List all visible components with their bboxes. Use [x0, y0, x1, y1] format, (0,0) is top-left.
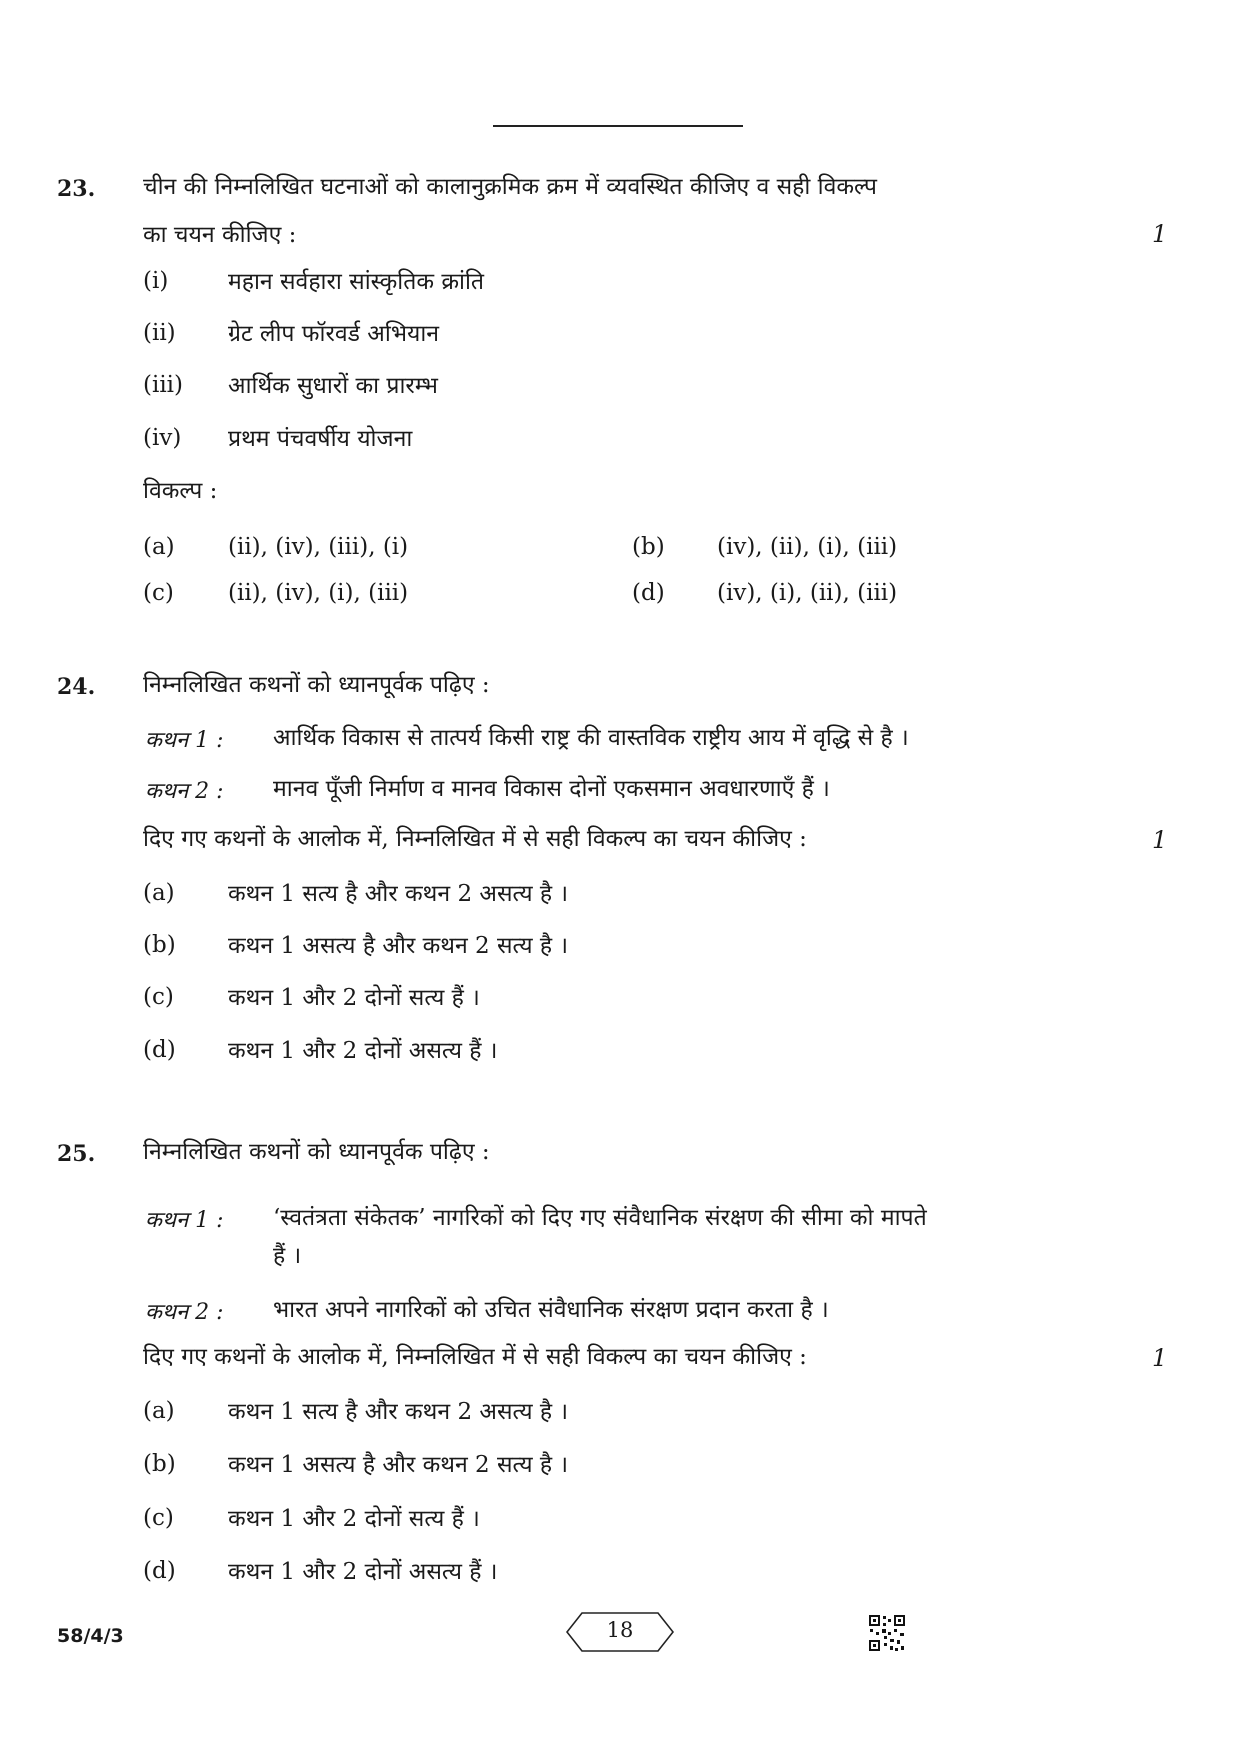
- option-label: (c): [143, 1505, 174, 1531]
- option-label: (b): [143, 932, 176, 958]
- option-text: कथन 1 असत्य है और कथन 2 सत्य है ।: [228, 1452, 569, 1478]
- page-number-badge: [566, 1612, 674, 1652]
- question-number: 23.: [57, 176, 96, 202]
- marks: 1: [1152, 826, 1168, 854]
- option-label: (c): [143, 984, 174, 1010]
- option-text: (ii), (iv), (i), (iii): [228, 580, 409, 606]
- option-text: कथन 1 असत्य है और कथन 2 सत्य है ।: [228, 933, 569, 959]
- option-label: (b): [143, 1451, 176, 1477]
- option-label: (b): [632, 534, 665, 560]
- top-divider: [493, 125, 743, 127]
- question-prompt: दिए गए कथनों के आलोक में, निम्नलिखित में से सही विकल्प का चयन कीजिए :: [143, 826, 807, 852]
- statement-label: कथन 1 :: [145, 728, 224, 753]
- option-text: कथन 1 सत्य है और कथन 2 असत्य है ।: [228, 1399, 569, 1425]
- item-text: आर्थिक सुधारों का प्रारम्भ: [228, 373, 438, 399]
- option-label: (c): [143, 580, 174, 606]
- options-label: विकल्प :: [143, 478, 218, 504]
- statement-text-line-1: ‘स्वतंत्रता संकेतक’ नागरिकों को दिए गए संवैधानिक संरक्षण की सीमा को मापते: [273, 1205, 927, 1231]
- marks: 1: [1152, 220, 1168, 248]
- option-text: कथन 1 सत्य है और कथन 2 असत्य है ।: [228, 881, 569, 907]
- statement-label: कथन 2 :: [145, 779, 224, 804]
- option-label: (a): [143, 534, 175, 560]
- option-text: (iv), (ii), (i), (iii): [717, 534, 898, 560]
- option-label: (a): [143, 880, 175, 906]
- option-text: कथन 1 और 2 दोनों असत्य हैं ।: [228, 1559, 498, 1585]
- option-label: (d): [143, 1037, 176, 1063]
- option-text: कथन 1 और 2 दोनों असत्य हैं ।: [228, 1038, 498, 1064]
- option-text: कथन 1 और 2 दोनों सत्य हैं ।: [228, 985, 480, 1011]
- item-label: (iv): [143, 425, 182, 451]
- option-label: (d): [632, 580, 665, 606]
- paper-code: 58/4/3: [57, 1625, 124, 1647]
- question-number: 25.: [57, 1141, 96, 1167]
- statement-label: कथन 2 :: [145, 1300, 224, 1325]
- option-text: कथन 1 और 2 दोनों सत्य हैं ।: [228, 1506, 480, 1532]
- statement-text: आर्थिक विकास से तात्पर्य किसी राष्ट्र की वास्तविक राष्ट्रीय आय में वृद्धि से है ।: [273, 725, 909, 751]
- question-text-line-1: चीन की निम्नलिखित घटनाओं को कालानुक्रमिक क्रम में व्यवस्थित कीजिए व सही विकल्प: [143, 174, 877, 200]
- option-text: (ii), (iv), (iii), (i): [228, 534, 409, 560]
- item-text: ग्रेट लीप फॉरवर्ड अभियान: [228, 321, 440, 347]
- item-label: (i): [143, 268, 169, 294]
- option-label: (a): [143, 1398, 175, 1424]
- statement-text: मानव पूँजी निर्माण व मानव विकास दोनों एकसमान अवधारणाएँ हैं ।: [273, 776, 830, 802]
- marks: 1: [1152, 1344, 1168, 1372]
- item-text: प्रथम पंचवर्षीय योजना: [228, 426, 413, 452]
- page-number: 18: [606, 1618, 634, 1642]
- question-prompt: दिए गए कथनों के आलोक में, निम्नलिखित में से सही विकल्प का चयन कीजिए :: [143, 1344, 807, 1370]
- question-intro: निम्नलिखित कथनों को ध्यानपूर्वक पढ़िए :: [143, 1139, 490, 1165]
- question-intro: निम्नलिखित कथनों को ध्यानपूर्वक पढ़िए :: [143, 672, 490, 698]
- option-label: (d): [143, 1558, 176, 1584]
- statement-text: भारत अपने नागरिकों को उचित संवैधानिक संरक्षण प्रदान करता है ।: [273, 1297, 829, 1323]
- question-number: 24.: [57, 674, 96, 700]
- item-text: महान सर्वहारा सांस्कृतिक क्रांति: [228, 269, 485, 295]
- option-text: (iv), (i), (ii), (iii): [717, 580, 898, 606]
- question-text-line-2: का चयन कीजिए :: [143, 222, 297, 248]
- item-label: (iii): [143, 372, 184, 398]
- item-label: (ii): [143, 320, 176, 346]
- statement-label: कथन 1 :: [145, 1208, 224, 1233]
- qr-code-icon: [868, 1614, 906, 1652]
- statement-text-line-2: हैं ।: [273, 1243, 302, 1269]
